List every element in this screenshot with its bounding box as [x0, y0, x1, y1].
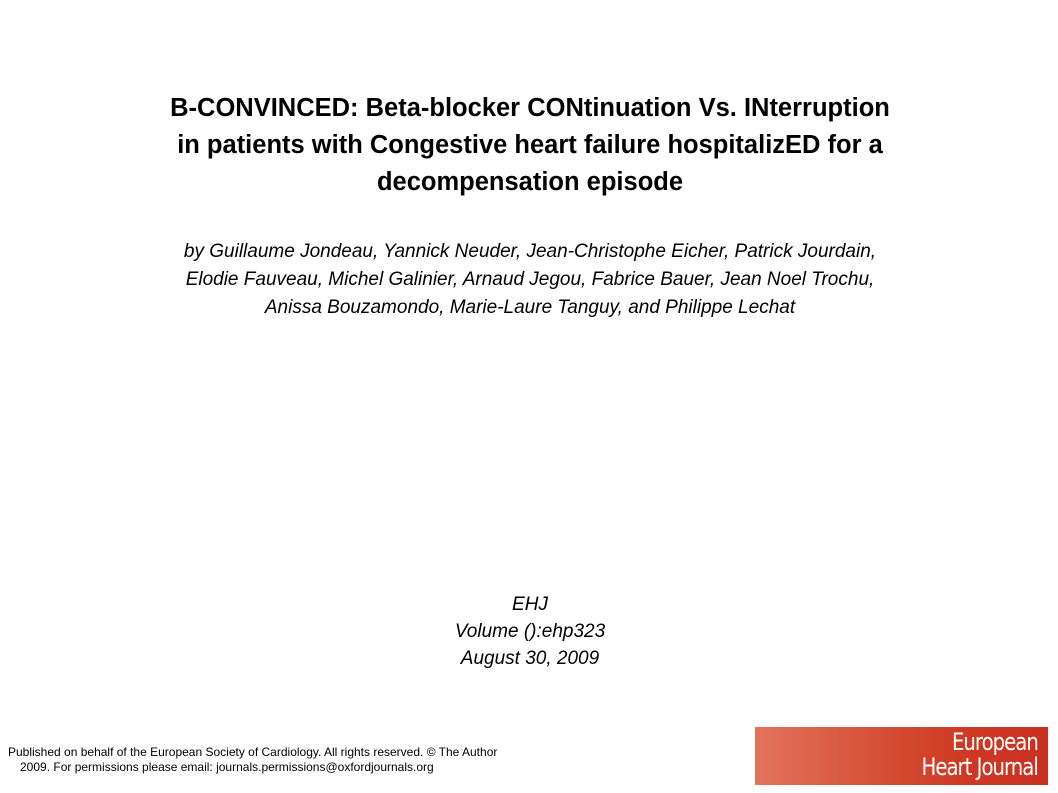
citation-block: [330, 591, 730, 672]
title-line-2: in patients with Congestive heart failure hospitalizED for a: [177, 131, 883, 159]
copyright-line-1: Published on behalf of the European Society of Cardiology. All rights reserved. © The Author: [8, 745, 498, 759]
publication-date: August 30, 2009: [460, 648, 600, 669]
logo-line-1: European: [952, 728, 1038, 756]
copyright-notice: [8, 745, 588, 775]
authors-line-1: by Guillaume Jondeau, Yannick Neuder, Jean-Christophe Eicher, Patrick Jourdain,: [183, 241, 877, 262]
author-list: [60, 238, 1000, 322]
copyright-line-2: 2009. For permissions please email: journals.permissions@oxfordjournals.org: [20, 760, 434, 774]
volume-info: Volume ():ehp323: [454, 621, 606, 642]
page-title: [60, 90, 1000, 201]
logo-text: [922, 730, 1038, 780]
journal-abbreviation: EHJ: [512, 594, 548, 615]
authors-line-3: Anissa Bouzamondo, Marie-Laure Tanguy, and Philippe Lechat: [264, 297, 796, 318]
authors-line-2: Elodie Fauveau, Michel Galinier, Arnaud Jegou, Fabrice Bauer, Jean Noel Trochu,: [185, 269, 875, 290]
logo-line-2: Heart Journal: [921, 753, 1038, 781]
title-line-3: decompensation episode: [376, 168, 684, 196]
european-heart-journal-logo: [755, 727, 1048, 785]
title-line-1: B-CONVINCED: Beta-blocker CONtinuation Vs. INterruption: [170, 94, 890, 122]
